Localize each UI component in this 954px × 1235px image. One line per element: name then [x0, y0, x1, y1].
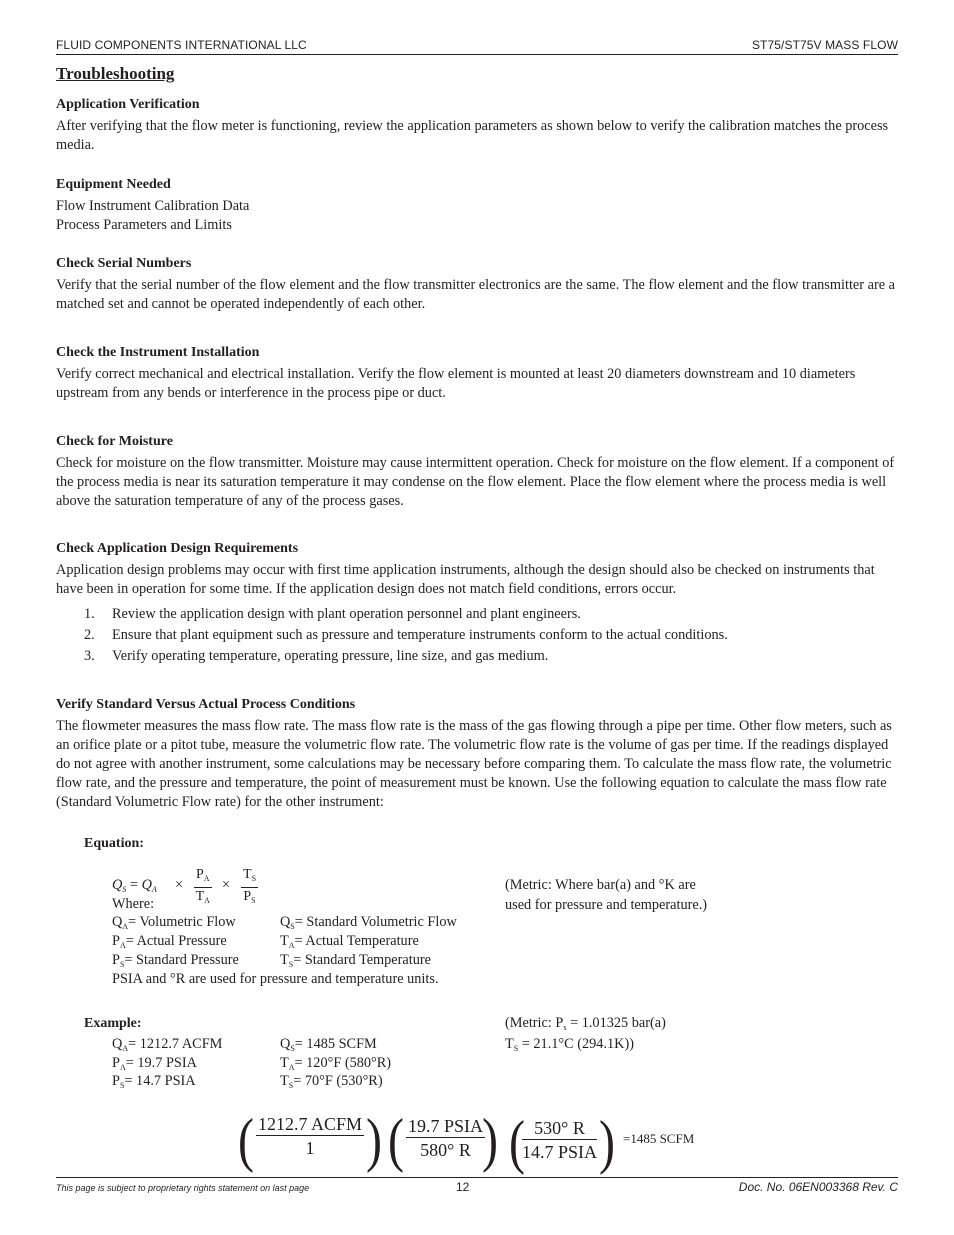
right-paren: )	[598, 1109, 615, 1175]
definition-ts: $T_S=$ Standard Temperature	[280, 952, 431, 969]
list-item-number: 1.	[84, 606, 95, 622]
page-title: Troubleshooting	[56, 64, 175, 83]
example-ps: $P_S= 14.7$ PSIA	[112, 1073, 196, 1090]
times-sign: ×	[222, 877, 231, 893]
example-ts: $T_S= 70^\circ F$ (530°R)	[280, 1073, 383, 1090]
heading-check-installation: Check the Instrument Installation	[56, 345, 260, 360]
definition-pa: $P_A=$ Actual Pressure	[112, 933, 227, 950]
heading-check-design: Check Application Design Requirements	[56, 541, 299, 556]
footer-rights: This page is subject to proprietary rights statement on last page	[56, 1183, 310, 1193]
where-label: Where:	[112, 896, 155, 912]
header-rule	[56, 54, 898, 55]
heading-application-verification: Application Verification	[56, 97, 200, 112]
left-paren: (	[237, 1107, 254, 1173]
heading-check-serial: Check Serial Numbers	[56, 256, 192, 271]
metric-standard-pressure: (Metric: $P_s = 1.01325$ bar(a)	[505, 1015, 666, 1032]
heading-equipment-needed: Equipment Needed	[56, 177, 171, 192]
fraction-psia-ratio: 19.7 PSIA 580° R	[408, 1116, 484, 1160]
list-item: Review the application design with plant operation personnel and plant engineers.	[112, 606, 581, 622]
list-item: Verify operating temperature, operating pressure, line size, and gas medium.	[112, 648, 549, 664]
example-ta: $T_A= 120^\circ F$ (580°R)	[280, 1055, 392, 1072]
paragraph-check-installation: Verify correct mechanical and electrical installation. Verify the flow element is mounted at least 20 diameters downstream and 10 diameters upstream from any bends or interference in the process pipe or duct.	[56, 366, 856, 401]
paragraph-check-serial: Verify that the serial number of the flow element and the flow transmitter electronics are the same. The flow element and the flow transmitter are a matched set and cannot be operated independently of each other.	[56, 277, 895, 312]
left-paren: (	[508, 1109, 525, 1175]
equation-label: Equation:	[84, 836, 144, 851]
calculation-result: =1485 SCFM	[623, 1131, 695, 1146]
example-label: Example:	[84, 1016, 142, 1031]
heading-check-moisture: Check for Moisture	[56, 434, 173, 449]
right-paren: )	[365, 1107, 382, 1173]
example-qa: $Q_A= 1212.7$ ACFM	[112, 1036, 223, 1053]
metric-note: (Metric: Where bar(a) and °K are	[505, 877, 696, 893]
paragraph-check-moisture: Check for moisture on the flow transmitter. Moisture may cause intermittent operation. Check for moisture on the flow element. If a component of the process media is near its saturation temperature it may condense on the flow element. Place the flow element where the process media is well above the saturation temperature of any of the process gases.	[56, 455, 895, 509]
list-item-number: 2.	[84, 627, 95, 643]
footer-doc-number: Doc. No. 06EN003368 Rev. C	[738, 1180, 898, 1194]
paragraph-verify-standard: The flowmeter measures the mass flow rate. The mass flow rate is the mass of the gas flowing through a pipe per time. Other flow meters, such as an orifice plate or a pitot tube, measure the volumetric flow rate. The volumetric flow rate is the volume of gas per time. If the readings displayed do not agree with another instrument, some calculations may be necessary before comparing them. To calculate the mass flow rate, the volumetric flow rate, and the pressure and temperature, the point of measurement must be known. Use the following equation to calculate the mass flow rate (Standard Volumetric Flow rate) for the other instrument:	[56, 718, 892, 810]
fraction-pa-ta: $\frac{P_A}{T_A}$	[195, 867, 210, 905]
list-item: Ensure that plant equipment such as pressure and temperature instruments conform to the actual conditions.	[112, 627, 728, 643]
equipment-item-1: Flow Instrument Calibration Data	[56, 198, 250, 214]
paragraph-check-design: Application design problems may occur with first time application instruments, although the design should also be checked on instruments that have been in operation for some time. If the application design does not match field conditions, errors occur.	[56, 562, 875, 597]
metric-standard-temperature: $T_S = 21.1^\circ C$ (294.1K))	[505, 1036, 635, 1053]
example-pa: $P_A= 19.7$ PSIA	[112, 1055, 197, 1072]
header-product: ST75/ST75V MASS FLOW	[751, 38, 898, 52]
definition-ta: $T_A=$ Actual Temperature	[280, 933, 419, 950]
definition-qa: $Q_A=$ Volumetric Flow	[112, 914, 236, 931]
fraction-ts-ps: $\frac{T_S}{P_S}$	[243, 867, 257, 905]
paragraph-application-verification: After verifying that the flow meter is functioning, review the application parameters as shown below to verify the calibration matches the process media.	[56, 118, 889, 153]
fraction-acfm: 1212.7 ACFM 1	[258, 1114, 363, 1158]
definition-ps: $P_S=$ Standard Pressure	[112, 952, 239, 969]
left-paren: (	[387, 1107, 404, 1173]
metric-note: used for pressure and temperature.)	[505, 897, 708, 913]
list-item-number: 3.	[84, 648, 95, 664]
fraction-temperature-ratio: 530° R 14.7 PSIA	[522, 1118, 598, 1162]
definition-qs: $Q_S=$ Standard Volumetric Flow	[280, 914, 457, 931]
equipment-item-2: Process Parameters and Limits	[56, 217, 232, 233]
equation-lhs: $Q_S = Q_A$	[112, 877, 157, 894]
example-qs: $Q_S= 1485$ SCFM	[280, 1036, 377, 1053]
header-company: FLUID COMPONENTS INTERNATIONAL LLC	[56, 38, 307, 52]
heading-verify-standard: Verify Standard Versus Actual Process Conditions	[56, 697, 356, 712]
times-sign: ×	[175, 877, 184, 893]
right-paren: )	[481, 1107, 498, 1173]
units-note: PSIA and °R are used for pressure and temperature units.	[112, 971, 439, 987]
page-number: 12	[456, 1180, 470, 1194]
footer-rule	[56, 1177, 898, 1178]
